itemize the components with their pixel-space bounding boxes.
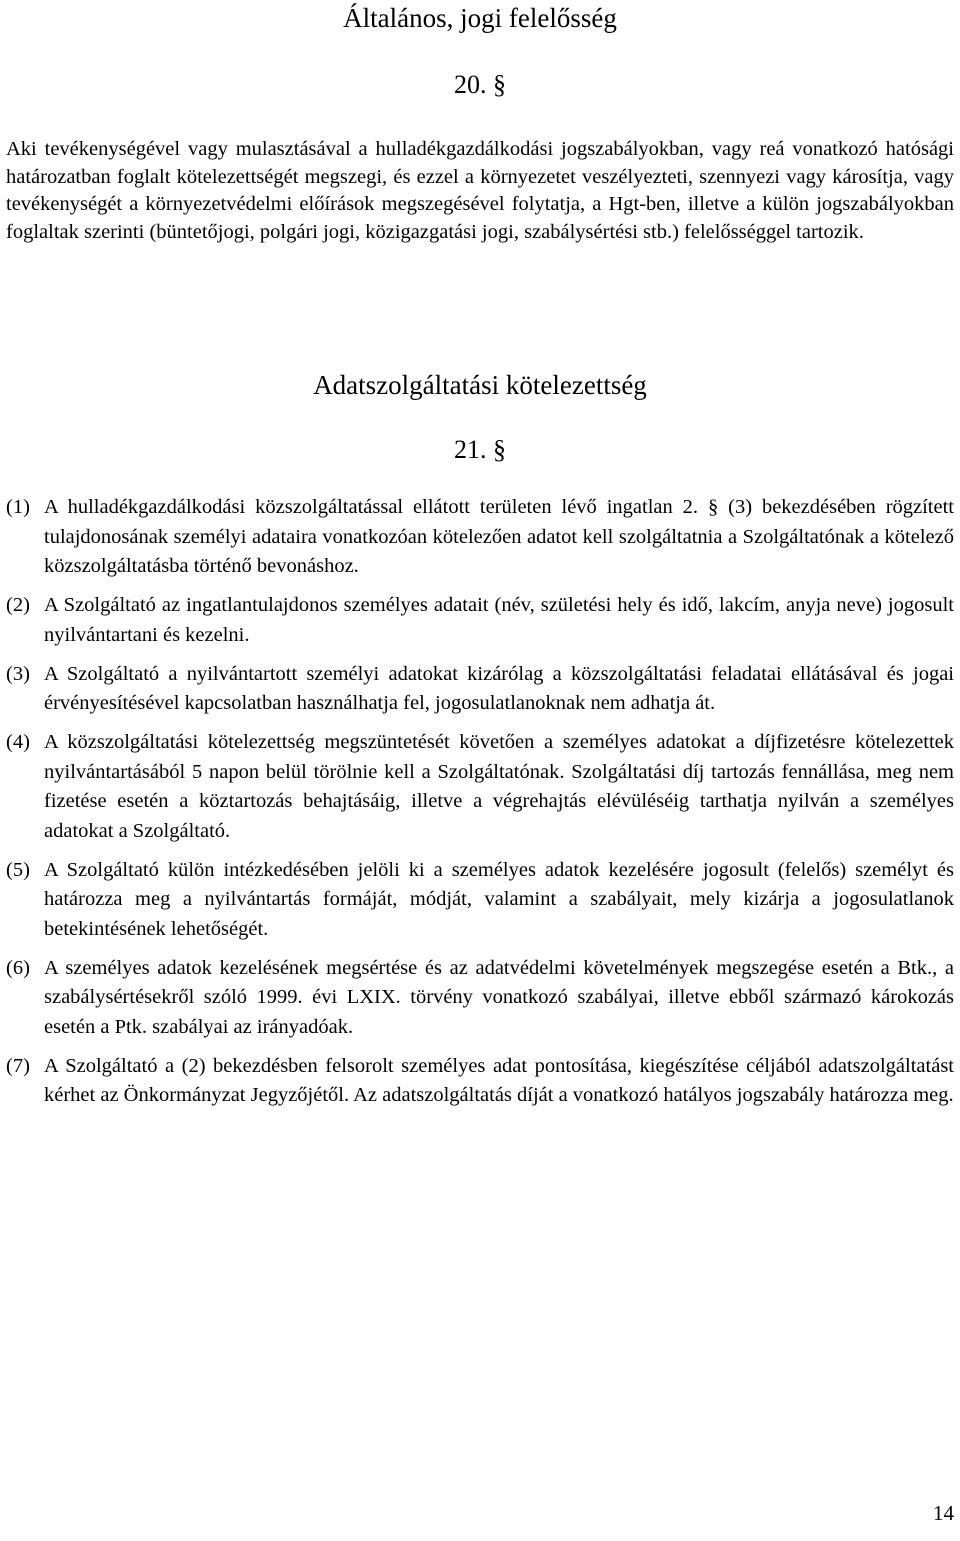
section-title-general-liability: Általános, jogi felelősség [343,3,617,33]
item-number: (1) [6,496,30,518]
section-title-data-obligation: Adatszolgáltatási kötelezettség [313,370,647,400]
list-item [6,954,954,1043]
item-text: A Szolgáltató a nyilvántartott személyi adatokat kizárólag a közszolgáltatási feladatai ellátásával és jogai érvényesítésével kapcsolatban használhatja fel, jogosulatlanoknak nem adhatja át. [44,662,954,714]
data-obligation-list [6,493,954,1120]
item-text: A Szolgáltató az ingatlantulajdonos személyes adatait (név, születési hely és idő, lakcím, anyja neve) jogosult nyilvántartani és kezelni. [44,594,954,646]
item-text: A Szolgáltató a (2) bekezdésben felsorolt személyes adat pontosítása, kiegészítése céljából adatszolgáltatást kérhet az Önkormányzat Jegyzőjétől. Az adatszolgáltatás díját a vonatkozó hatályos jogszabály határozza meg. [44,1054,954,1106]
item-number: (4) [6,731,30,753]
liability-paragraph: Aki tevékenységével vagy mulasztásával a hulladékgazdálkodási jogszabályokban, vagy reá vonatkozó hatósági határozatban foglalt kötelezettségét megszegi, és ezzel a környezetet veszélyezteti, szennyezi vagy károsítja, vagy tevékenységét a környezetvédelmi előírások megszegésével folytatja, a Hgt-ben, illetve a külön jogszabályokban foglaltak szerinti (büntetőjogi, polgári jogi, közigazgatási jogi, szabálysértési stb.) felelősséggel tartozik. [6,138,954,243]
item-number: (5) [6,858,30,881]
page-number: 14 [933,1501,954,1525]
item-text: A hulladékgazdálkodási közszolgáltatással ellátott területen lévő ingatlan 2. § (3) bekezdésében rögzített tulajdonosának személyi adataira vonatkozóan kötelezően adatot kell szolgáltatnia a Szolgáltatónak a kötelező közszolgáltatásba történő bevonáshoz. [44,496,954,577]
item-text: A személyes adatok kezelésének megsértése és az adatvédelmi követelmények megszegése esetén a Btk., a szabálysértésekről szóló 1999. évi LXIX. törvény vonatkozó szabályai, illetve ebből származó károkozás esetén a Ptk. szabályai az irányadóak. [44,956,954,1038]
paragraph-number-21: 21. § [454,435,506,464]
paragraph-number-20: 20. § [454,70,506,99]
item-text: A Szolgáltató külön intézkedésében jelöli ki a személyes adatok kezelésére jogosult (felelős) személyt és határozza meg a nyilvántartás formáját, módját, valamint a szabályait, mely kizárja a jogosulatlanok betekintésének lehetőségét. [44,858,954,940]
item-number: (3) [6,662,30,685]
list-item [6,728,954,846]
list-item [6,591,954,650]
list-item [6,1052,954,1111]
list-item [6,493,954,582]
item-text: A közszolgáltatási kötelezettség megszüntetését követően a személyes adatokat a díjfizetésre kötelezettek nyilvántartásából 5 napon belül törölnie kell a Szolgáltatónak. Szolgáltatási díj tartozás fennállása, meg nem fizetése esetén a köztartozás behajtásáig, illetve a végrehajtás elévüléséig tarthatja nyilván a személyes adatokat a Szolgáltató. [44,731,954,842]
list-item [6,856,954,945]
item-number: (2) [6,594,30,616]
item-number: (7) [6,1054,30,1077]
list-item [6,660,954,719]
item-number: (6) [6,956,30,979]
